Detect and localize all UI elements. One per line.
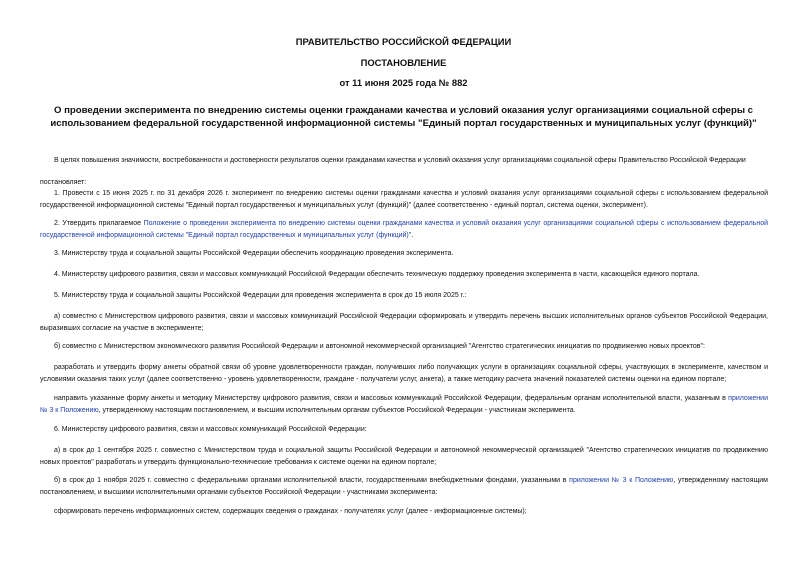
preamble-paragraph: В целях повышения значимости, востребованности и достоверности результатов оценки гражданами качества и условий оказания услуг организациями социальной сферы Правительство Российской Федерации	[54, 157, 746, 164]
item-5b-send-paragraph	[40, 393, 768, 416]
item-5-paragraph: 5. Министерству труда и социальной защиты Российской Федерации для проведения эксперимента в срок до 15 июля 2025 г.:	[54, 292, 467, 299]
item-6a-paragraph: а) в срок до 1 сентября 2025 г. совместно с Министерством труда и социальной защиты Российской Федерации и автономной некоммерческой организацией "Агентство стратегических инициатив по продвижению новых проектов" разработать и утвердить функционально-технические требования к системе оценки на едином портале;	[40, 447, 768, 466]
item-3-paragraph: 3. Министерству труда и социальной защиты Российской Федерации обеспечить координацию проведения эксперимента.	[54, 250, 454, 257]
appendix-3-link-2[interactable]: приложении № 3 к Положению	[569, 477, 674, 484]
item-5b-develop-paragraph: разработать и утвердить форму анкеты обратной связи об уровне удовлетворенности граждан, получивших либо получающих услуги в организациях социальной сферы, участвующих в эксперименте, качеством и условиями оказания таких услуг (далее соответственно - уровень удовлетворенности, граждане - получатели услуг, анкета), а также методику расчета значений показателей системы оценки на едином портале;	[40, 364, 768, 383]
item-6-paragraph: 6. Министерству цифрового развития, связи и массовых коммуникаций Российской Федерации:	[54, 426, 367, 433]
item-6b-text-start: б) в срок до 1 ноября 2025 г. совместно с федеральными органами исполнительной власти, государственными внебюджетными фондами, указанными в	[54, 477, 570, 484]
item-6b-text-end: , утвержденному настоящим постановлением, и высшими исполнительными органами субъектов Российской Федерации - участниками эксперимента:	[40, 477, 768, 496]
item-1-paragraph: 1. Провести с 15 июня 2025 г. по 31 декабря 2026 г. эксперимент по внедрению системы оценки гражданами качества и условий оказания услуг организациями социальной сферы с использованием федеральной государственной информационной системы "Единый портал государственных и муниципальных услуг (функций)" (далее соответственно - единый портал, система оценки, эксперимент).	[40, 190, 768, 209]
item-2-text-start: 2. Утвердить прилагаемое	[54, 220, 144, 227]
document-date-number: от 11 июня 2025 года № 882	[339, 77, 468, 88]
item-6b-systems-paragraph: сформировать перечень информационных систем, содержащих сведения о гражданах - получателях услуг (далее - информационные системы);	[54, 508, 527, 515]
item-6b-paragraph	[40, 475, 768, 498]
item-5b-paragraph: б) совместно с Министерством экономического развития Российской Федерации и автономной некоммерческой организацией "Агентство стратегических инициатив по продвижению новых проектов":	[54, 343, 705, 350]
document-title: О проведении эксперимента по внедрению системы оценки гражданами качества и условий оказания услуг организациями социальной сферы с использованием федеральной государственной информационной системы "Единый портал государственных и муниципальных услуг (функций)"	[50, 105, 757, 129]
document-type-heading: ПОСТАНОВЛЕНИЕ	[360, 57, 447, 68]
item-5a-paragraph: а) совместно с Министерством цифрового развития, связи и массовых коммуникаций Российской Федерации сформировать и утвердить перечень высших исполнительных органов субъектов Российской Федерации, выразивших согласие на участие в эксперименте;	[40, 313, 768, 332]
item-2-paragraph	[40, 218, 768, 241]
appendix-3-link[interactable]: приложении № 3 к Положению	[40, 395, 768, 414]
regulation-link[interactable]: Положение о проведении эксперимента по внедрению системы оценки гражданами качества и условий оказания услуг организациями социальной сферы с использованием федеральной государственной информационной системы "Единый портал государственных и муниципальных услуг (функций)"	[40, 220, 768, 239]
item-2-text-end: .	[411, 231, 414, 239]
resolves-paragraph: постановляет:	[40, 179, 87, 186]
item-5b-send-text-start: направить указанные форму анкеты и методику Министерству цифрового развития, связи и массовых коммуникаций Российской Федерации, федеральным органам исполнительной власти, указанным в	[54, 395, 729, 402]
issuer-heading: ПРАВИТЕЛЬСТВО РОССИЙСКОЙ ФЕДЕРАЦИИ	[295, 36, 512, 47]
item-4-paragraph: 4. Министерству цифрового развития, связи и массовых коммуникаций Российской Федерации обеспечить техническую поддержку проведения эксперимента в части, касающейся единого портала.	[54, 271, 700, 278]
item-5b-send-text-end: , утвержденному настоящим постановлением, и высшим исполнительным органам субъектов Российской Федерации - участникам эксперимента.	[98, 406, 576, 414]
